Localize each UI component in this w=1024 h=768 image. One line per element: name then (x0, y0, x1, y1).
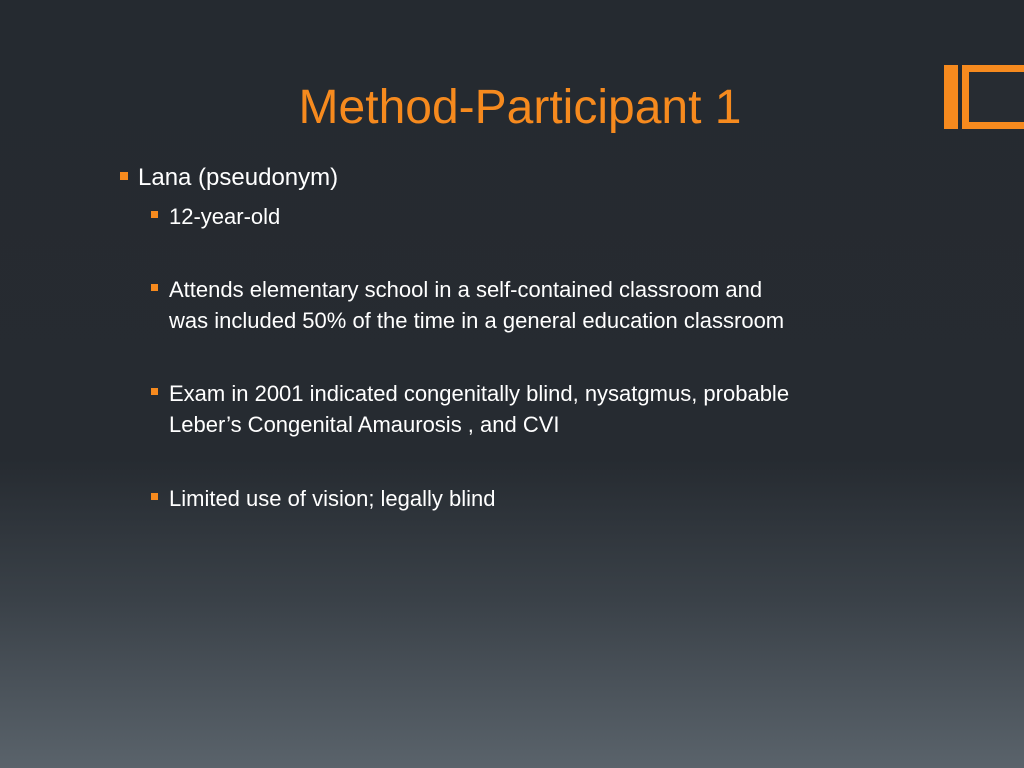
bullet-text: Limited use of vision; legally blind (169, 486, 496, 511)
logo-bar (944, 65, 958, 129)
square-bullet-icon (151, 211, 158, 218)
bullet-text-line-1: Exam in 2001 indicated congenitally blind, nysatgmus, probable (169, 381, 790, 406)
bullet-participant-name (138, 163, 338, 193)
bullet-text-line-1: Attends elementary school in a self-contained classroom and (169, 277, 763, 302)
bullet-exam (169, 378, 789, 440)
square-bullet-icon (151, 284, 158, 291)
square-bullet-icon (120, 172, 128, 180)
bullet-age (169, 201, 280, 232)
square-bullet-icon (151, 493, 158, 500)
bullet-vision (169, 483, 496, 514)
slide-title: Method-Participant 1 (298, 81, 742, 134)
bullet-text: 12-year-old (169, 204, 281, 229)
logo-mark-icon (944, 65, 1024, 129)
bullet-school (169, 274, 784, 336)
logo-box (962, 65, 1024, 129)
bullet-text-line-2: was included 50% of the time in a general education classroom (169, 308, 785, 333)
square-bullet-icon (151, 388, 158, 395)
bullet-text: Lana (pseudonym) (138, 164, 339, 191)
bullet-text-line-2: Leber’s Congenital Amaurosis , and CVI (169, 412, 560, 437)
